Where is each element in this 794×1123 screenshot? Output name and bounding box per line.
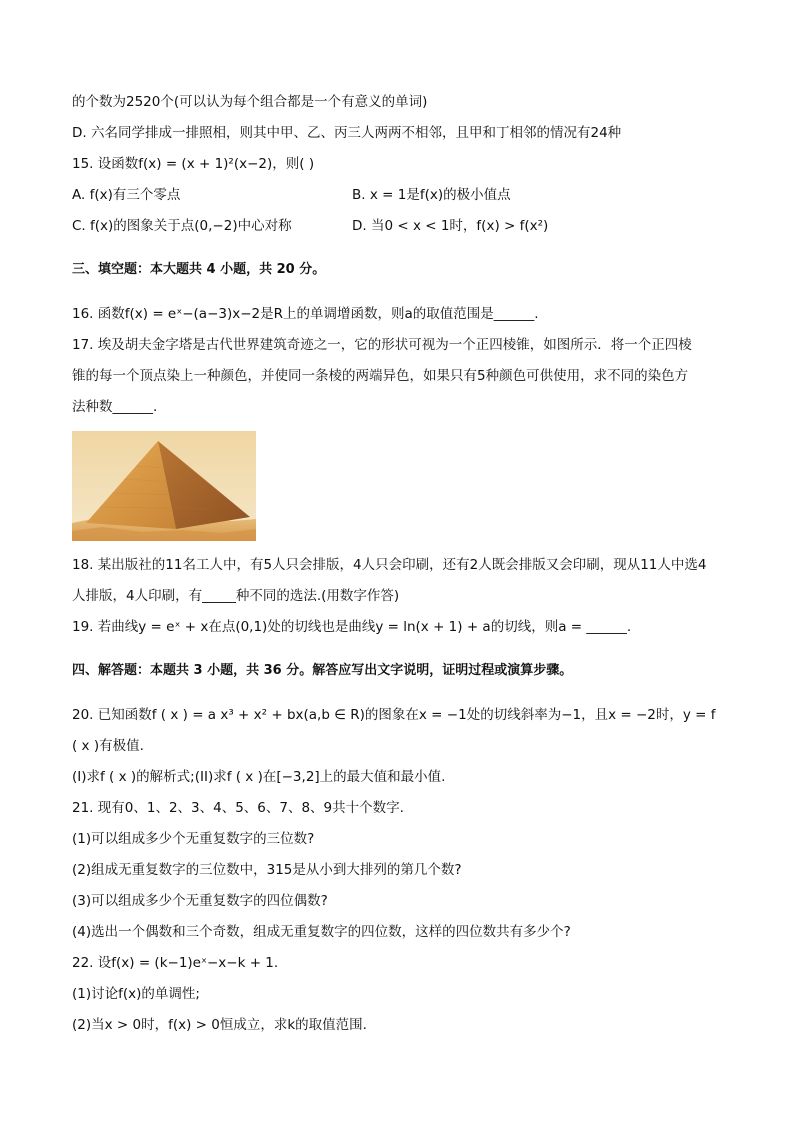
q22-stem: 22. 设f(x) = (k−1)eˣ−x−k + 1.: [72, 955, 279, 971]
q17-line-1: 17. 埃及胡夫金字塔是古代世界建筑奇迹之一，它的形状可视为一个正四棱锥，如图所示．将一个正四棱: [72, 337, 692, 353]
section-fill-in-heading: 三、填空题：本大题共 4 小题，共 20 分。: [72, 262, 326, 277]
q15-stem: 15. 设函数f(x) = (x + 1)²(x−2)，则( ): [72, 156, 315, 172]
q15-option-a: A. f(x)有三个零点: [72, 187, 181, 203]
q16: 16. 函数f(x) = eˣ−(a−3)x−2是R上的单调增函数，则a的取值范围是______.: [72, 306, 539, 322]
q21-stem: 21. 现有0、1、2、3、4、5、6、7、8、9共十个数字.: [72, 800, 404, 816]
q17-line-2: 锥的每一个顶点染上一种颜色，并使同一条棱的两端异色，如果只有5种颜色可供使用，求不同的染色方: [72, 368, 689, 384]
q22-part-1: (1)讨论f(x)的单调性;: [72, 986, 200, 1002]
q15-option-d: D. 当0 < x < 1时，f(x) > f(x²): [352, 218, 549, 234]
q17-line-3: 法种数______.: [72, 399, 158, 415]
section-solve-heading: 四、解答题：本题共 3 小题，共 36 分。解答应写出文字说明，证明过程或演算步骤。: [72, 663, 573, 678]
q18-line-2: 人排版，4人印刷，有_____种不同的选法.(用数字作答): [72, 588, 400, 604]
q19: 19. 若曲线y = eˣ + x在点(0,1)处的切线也是曲线y = ln(x + 1) + a的切线，则a = ______.: [72, 619, 632, 635]
q15-option-c: C. f(x)的图象关于点(0,−2)中心对称: [72, 218, 292, 234]
q21-part-3: (3)可以组成多少个无重复数字的四位偶数?: [72, 893, 328, 909]
q18-line-1: 18. 某出版社的11名工人中，有5人只会排版，4人只会印刷，还有2人既会排版又会印刷，现从11人中选4: [72, 557, 707, 573]
q20-line-3: (I)求f ( x )的解析式;(II)求f ( x )在[−3,2]上的最大值和最小值.: [72, 769, 446, 785]
q21-part-2: (2)组成无重复数字的三位数中，315是从小到大排列的第几个数?: [72, 862, 462, 878]
q15-options-row-1: [72, 185, 722, 205]
q14-continued-line: 的个数为2520个(可以认为每个组合都是一个有意义的单词): [72, 94, 428, 110]
q15-options-row-2: [72, 216, 722, 236]
q21-part-4: (4)选出一个偶数和三个奇数，组成无重复数字的四位数，这样的四位数共有多少个?: [72, 924, 571, 940]
q20-line-2: ( x )有极值.: [72, 738, 144, 754]
q14-option-d: D. 六名同学排成一排照相，则其中甲、乙、丙三人两两不相邻，且甲和丁相邻的情况有24种: [72, 125, 622, 141]
q20-line-1: 20. 已知函数f ( x ) = a x³ + x² + bx(a,b ∈ R)的图象在x = −1处的切线斜率为−1，且x = −2时，y = f: [72, 707, 716, 723]
exam-page: [72, 92, 722, 1035]
q15-option-b: B. x = 1是f(x)的极小值点: [352, 187, 511, 203]
q22-part-2: (2)当x > 0时，f(x) > 0恒成立，求k的取值范围.: [72, 1017, 367, 1033]
q21-part-1: (1)可以组成多少个无重复数字的三位数?: [72, 831, 315, 847]
pyramid-image: [72, 431, 256, 541]
